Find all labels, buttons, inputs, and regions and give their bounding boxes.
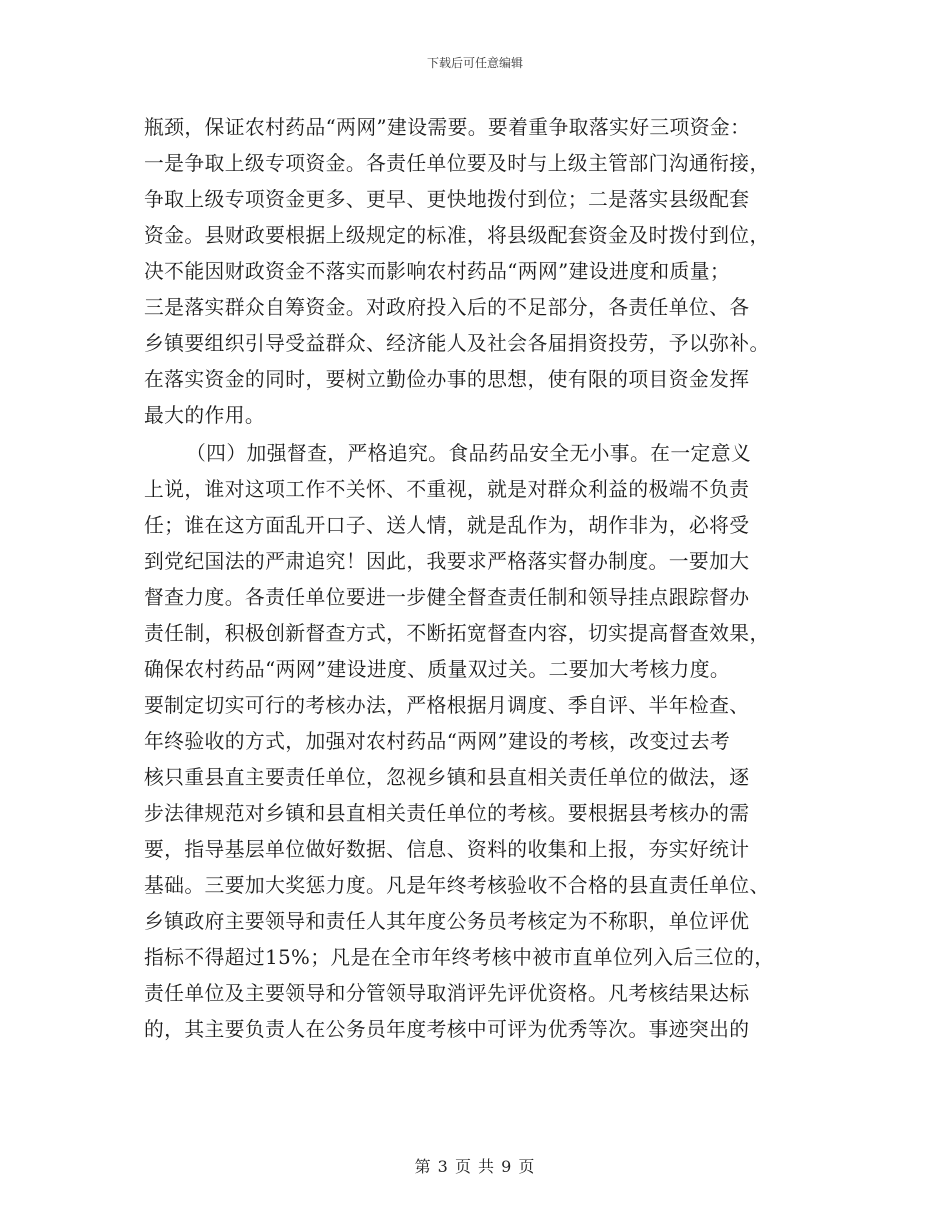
text-line: 上说，谁对这项工作不关怀、不重视，就是对群众利益的极端不负责: [144, 477, 750, 501]
text-line: 步法律规范对乡镇和县直相关责任单位的考核。要根据县考核办的需: [144, 801, 750, 825]
paragraph-supervision: [144, 436, 804, 1048]
text-line: 任；谁在这方面乱开口子、送人情，就是乱作为，胡作非为，必将受: [144, 513, 750, 537]
page-header: 下载后可任意编辑: [426, 56, 523, 70]
text-line: 确保农村药品“两网”建设进度、质量双过关。二要加大考核力度。: [144, 657, 731, 681]
text-line: 最大的作用。: [144, 404, 266, 427]
text-line: 乡镇政府主要领导和责任人其年度公务员考核定为不称职，单位评优: [144, 909, 750, 933]
text-line: 乡镇要组织引导受益群众、经济能人及社会各届捐资投劳，予以弥补。: [144, 332, 770, 355]
text-line: 指标不得超过15%；凡是在全市年终考核中被市直单位列入后三位的，: [144, 945, 775, 969]
text-line: 基础。三要加大奖惩力度。凡是年终考核验收不合格的县直责任单位、: [144, 873, 770, 897]
text-line: 决不能因财政资金不落实而影响农村药品“两网”建设进度和质量；: [144, 260, 731, 283]
text-line: 责任单位及主要领导和分管领导取消评先评优资格。凡考核结果达标: [144, 981, 750, 1005]
text-line: 年终验收的方式，加强对农村药品“两网”建设的考核，改变过去考: [144, 729, 731, 753]
text-line: 核只重县直主要责任单位，忽视乡镇和县直相关责任单位的做法，逐: [144, 765, 750, 789]
text-line: 三是落实群众自筹资金。对政府投入后的不足部分，各责任单位、各: [144, 296, 750, 319]
text-line: 的，其主要负责人在公务员年度考核中可评为优秀等次。事迹突出的: [144, 1017, 750, 1041]
text-line: 责任制，积极创新督查方式，不断拓宽督查内容，切实提高督查效果，: [144, 621, 770, 645]
text-line: 瓶颈，保证农村药品“两网”建设需要。要着重争取落实好三项资金：: [144, 116, 751, 139]
document-body: [144, 110, 804, 1048]
text-line: 要，指导基层单位做好数据、信息、资料的收集和上报，夯实好统计: [144, 837, 750, 861]
text-line: （四）加强督查，严格追究。食品药品安全无小事。在一定意义: [186, 441, 752, 465]
page-number-footer: 第 3 页 共 9 页: [414, 1157, 536, 1176]
text-line: 要制定切实可行的考核办法，严格根据月调度、季自评、半年检查、: [144, 693, 750, 717]
paragraph-funding: [144, 110, 804, 434]
text-line: 在落实资金的同时，要树立勤俭办事的思想，使有限的项目资金发挥: [144, 368, 750, 391]
text-line: 督查力度。各责任单位要进一步健全督查责任制和领导挂点跟踪督办: [144, 585, 750, 609]
text-line: 资金。县财政要根据上级规定的标准，将县级配套资金及时拨付到位，: [144, 224, 770, 247]
text-line: 一是争取上级专项资金。各责任单位要及时与上级主管部门沟通衔接，: [144, 152, 770, 175]
text-line: 争取上级专项资金更多、更早、更快地拨付到位；二是落实县级配套: [144, 188, 750, 211]
text-line: 到党纪国法的严肃追究！因此，我要求严格落实督办制度。一要加大: [144, 549, 750, 573]
